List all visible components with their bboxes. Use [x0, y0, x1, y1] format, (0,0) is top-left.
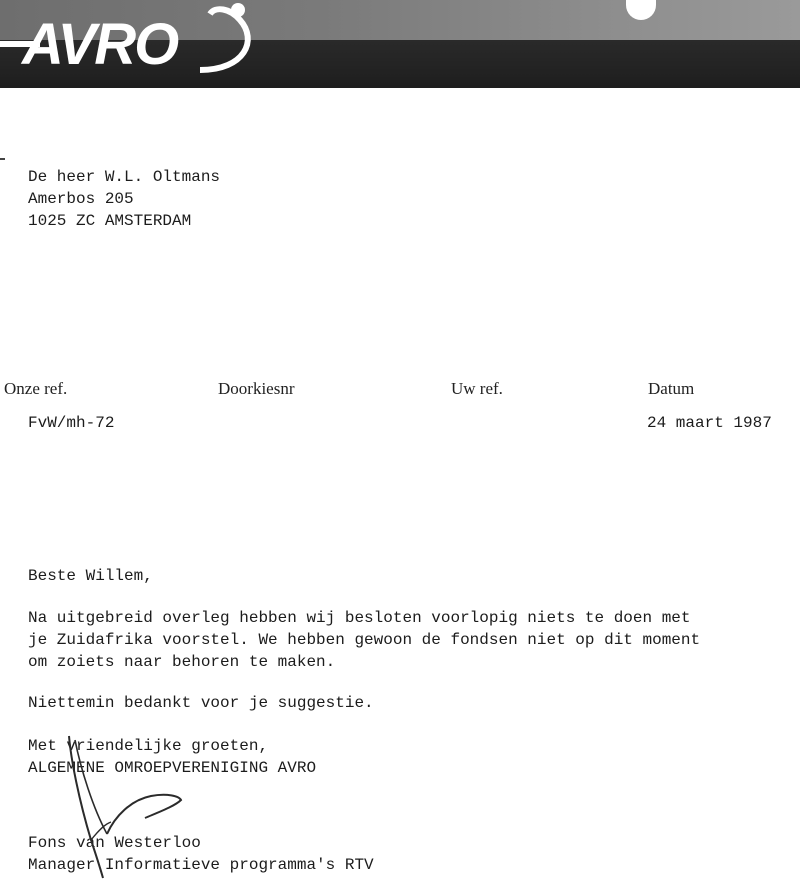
handwritten-signature	[55, 730, 195, 880]
svg-text:AVRO: AVRO	[22, 12, 178, 77]
body-paragraph-2: Niettemin bedankt voor je suggestie.	[28, 694, 374, 712]
uw-ref-label: Uw ref.	[451, 379, 503, 398]
date-value: 24 maart 1987	[647, 414, 772, 432]
body-paragraph-1-line-2: je Zuidafrika voorstel. We hebben gewoon de fondsen niet op dit moment	[28, 631, 701, 649]
recipient-line-2: Amerbos 205	[28, 190, 134, 208]
organisation-name: ALGEMENE OMROEPVERENIGING AVRO	[28, 759, 317, 777]
onze-ref-value: FvW/mh-72	[28, 414, 115, 432]
avro-logo	[0, 0, 260, 80]
recipient-line-1: De heer W.L. Oltmans	[28, 168, 221, 186]
body-paragraph-1-line-3: om zoiets naar behoren te maken.	[28, 653, 336, 671]
onze-ref-label: Onze ref.	[4, 379, 68, 398]
fold-mark	[0, 158, 5, 160]
salutation: Beste Willem,	[28, 567, 153, 585]
letterhead-banner	[0, 0, 800, 88]
datum-label: Datum	[648, 379, 695, 398]
signatory-name: Fons van Westerloo	[28, 834, 201, 852]
doorkiesnr-label: Doorkiesnr	[218, 379, 295, 398]
closing: Met vriendelijke groeten,	[28, 737, 269, 755]
signatory-title: Manager Informatieve programma's RTV	[28, 856, 374, 874]
body-paragraph-1-line-1: Na uitgebreid overleg hebben wij besloten voorlopig niets te doen met	[28, 609, 691, 627]
recipient-line-3: 1025 ZC AMSTERDAM	[28, 212, 192, 230]
